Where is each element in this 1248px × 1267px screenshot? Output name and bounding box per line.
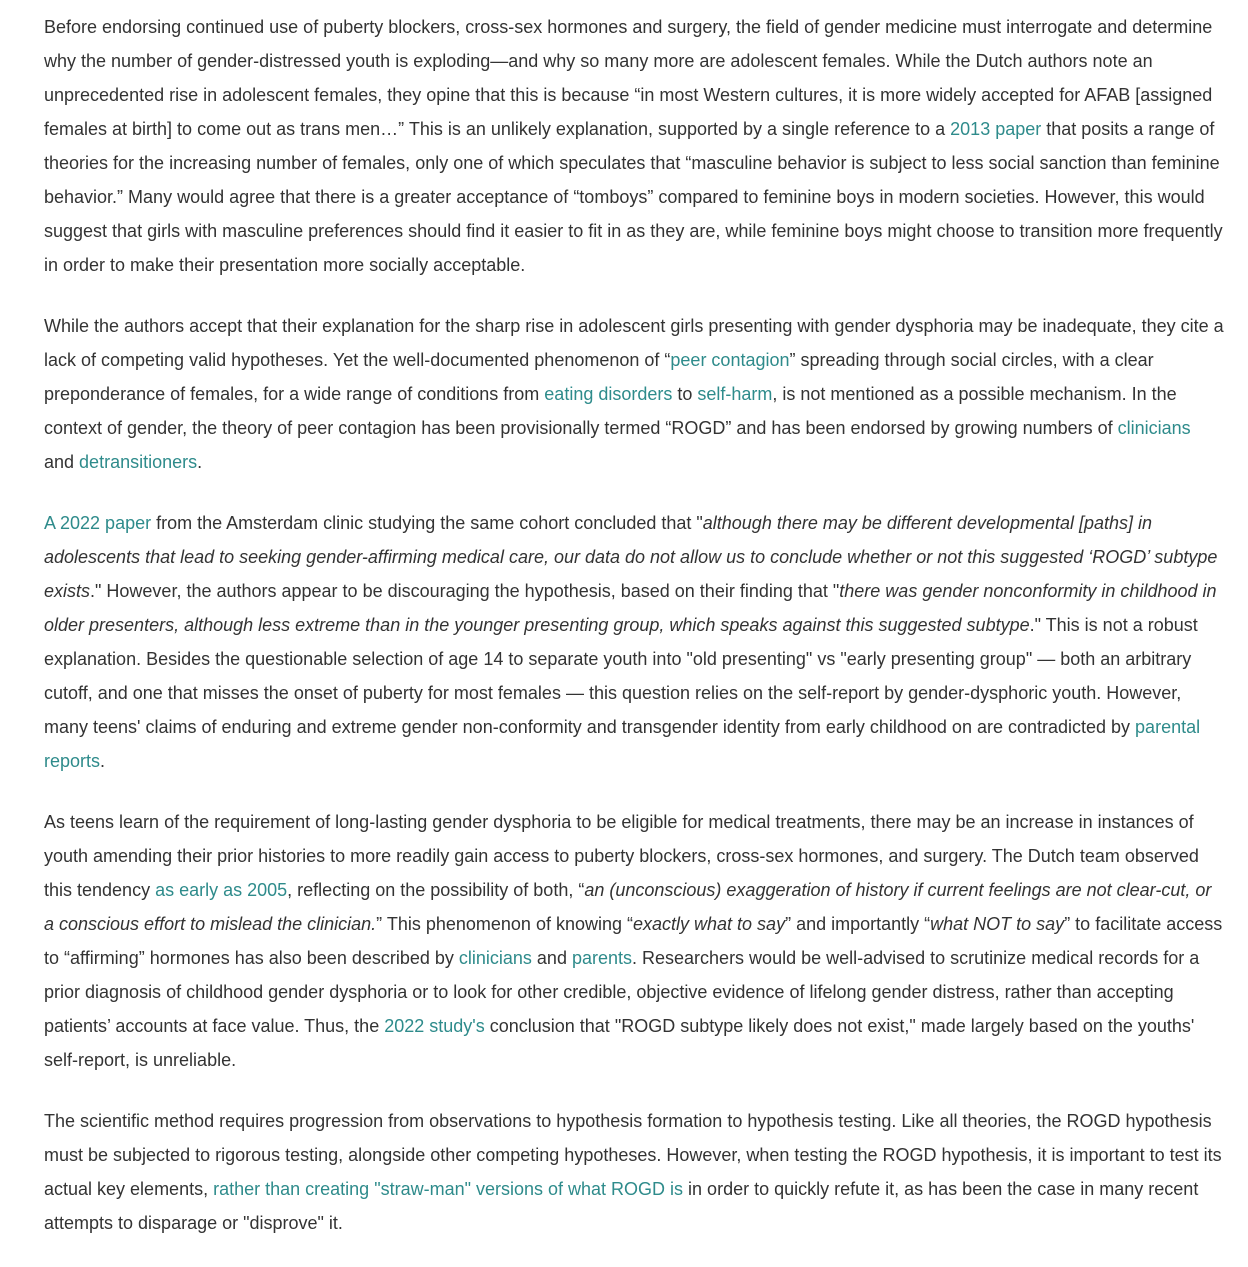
link-parental-reports[interactable]: parental reports — [44, 717, 1201, 771]
paragraph-4 — [44, 805, 1224, 1077]
text-segment: in order to quickly refute it, as has been the case in many recent attempts to disparage or "disprove" it. — [44, 1179, 1199, 1233]
text-segment: conclusion that "ROGD subtype likely does not exist," made largely based on the youths' self-report, is unreliable. — [44, 1016, 1195, 1070]
article-body — [44, 10, 1224, 1267]
text-segment: to — [672, 384, 698, 404]
quote-italic: there was gender nonconformity in childhood in older presenters, although less extreme than in the younger presenting group, which speaks against this suggested subtype — [44, 581, 1217, 635]
text-segment: from the Amsterdam clinic studying the same cohort concluded that " — [151, 513, 703, 533]
text-segment: , is not mentioned as a possible mechanism. In the context of gender, the theory of peer contagion has been provisionally termed “ROGD” and has been endorsed by growing numbers of — [44, 384, 1177, 438]
text-segment: ” This phenomenon of knowing “ — [376, 914, 633, 934]
text-segment: and — [531, 948, 572, 968]
link-straw-man-versions[interactable]: rather than creating "straw-man" versions of what ROGD is — [213, 1179, 684, 1199]
paragraph-5 — [44, 1104, 1224, 1240]
link-detransitioners[interactable]: detransitioners — [79, 452, 198, 472]
text-segment: The scientific method requires progression from observations to hypothesis formation to hypothesis testing. Like all theories, the ROGD hypothesis must be subjected to rigorous testing, alongside other competing hypotheses. However, when testing the ROGD hypothesis, it is important to test its actual key elements, — [44, 1111, 1222, 1199]
quote-italic: an (unconscious) exaggeration of history if current feelings are not clear-cut, or a conscious effort to mislead the clinician. — [44, 880, 1212, 934]
text-segment: and — [44, 452, 80, 472]
text-segment: , reflecting on the possibility of both, “ — [287, 880, 585, 900]
text-segment: ” and importantly “ — [785, 914, 931, 934]
link-2022-study[interactable]: 2022 study's — [384, 1016, 485, 1036]
text-segment: While the authors accept that their explanation for the sharp rise in adolescent girls presenting with gender dysphoria may be inadequate, they cite a lack of competing valid hypotheses. Yet the well-documented phenomenon of “ — [44, 316, 1224, 370]
paragraph-2 — [44, 309, 1224, 479]
link-peer-contagion[interactable]: peer contagion — [670, 350, 790, 370]
link-a-2022-paper[interactable]: A 2022 paper — [44, 513, 152, 533]
text-segment: . — [100, 751, 106, 771]
text-segment: . — [197, 452, 203, 472]
quote-italic: what NOT to say — [930, 914, 1065, 934]
text-segment: ” to facilitate access to “affirming” hormones has also been described by — [44, 914, 1223, 968]
text-segment: Before endorsing continued use of puberty blockers, cross-sex hormones and surgery, the field of gender medicine must interrogate and determine why the number of gender-distressed youth is exploding—and why so many more are adolescent females. While the Dutch authors note an unprecedented rise in adolescent females, they opine that this is because “in most Western cultures, it is more widely accepted for AFAB [assigned females at birth] to come out as trans men…” This is an unlikely explanation, supported by a single reference to a — [44, 17, 1213, 139]
text-segment: ." However, the authors appear to be discouraging the hypothesis, based on their finding that " — [90, 581, 840, 601]
text-segment: ." This is not a robust explanation. Besides the questionable selection of age 14 to separate youth into "old presenting" vs "early presenting group" — both an arbitrary cutoff, and one that misses the onset of puberty for most females — this question relies on the self-report by gender-dysphoric youth. However, many teens' claims of enduring and extreme gender non-conformity and transgender identity from early childhood on are contradicted by — [44, 615, 1198, 737]
link-as-early-as-2005[interactable]: as early as 2005 — [155, 880, 288, 900]
paragraph-3 — [44, 506, 1224, 778]
quote-italic: exactly what to say — [633, 914, 786, 934]
link-2013-paper[interactable]: 2013 paper — [950, 119, 1042, 139]
text-segment: As teens learn of the requirement of long-lasting gender dysphoria to be eligible for medical treatments, there may be an increase in instances of youth amending their prior histories to more readily gain access to puberty blockers, cross-sex hormones, and surgery. The Dutch team observed this tendency — [44, 812, 1199, 900]
paragraph-1 — [44, 10, 1224, 282]
link-parents[interactable]: parents — [571, 948, 633, 968]
link-clinicians[interactable]: clinicians — [1117, 418, 1191, 438]
link-eating-disorders[interactable]: eating disorders — [544, 384, 673, 404]
link-clinicians-2[interactable]: clinicians — [458, 948, 532, 968]
text-segment: that posits a range of theories for the increasing number of females, only one of which speculates that “masculine behavior is subject to less social sanction than feminine behavior.” Many would agree that there is a greater acceptance of “tomboys” compared to feminine boys in modern societies. However, this would suggest that girls with masculine preferences should find it easier to fit in as they are, while feminine boys might choose to transition more frequently in order to make their presentation more socially acceptable. — [44, 119, 1223, 275]
text-segment: ” spreading through social circles, with a clear preponderance of females, for a wide range of conditions from — [44, 350, 1154, 404]
text-segment: . Researchers would be well-advised to scrutinize medical records for a prior diagnosis of childhood gender dysphoria or to look for other credible, objective evidence of lifelong gender distress, rather than accepting patients’ accounts at face value. Thus, the — [44, 948, 1200, 1036]
quote-italic: although there may be different developmental [paths] in adolescents that lead to seeking gender-affirming medical care, our data do not allow us to conclude whether or not this suggested ‘ROGD’ subtype exists — [44, 513, 1218, 601]
link-self-harm[interactable]: self-harm — [697, 384, 773, 404]
